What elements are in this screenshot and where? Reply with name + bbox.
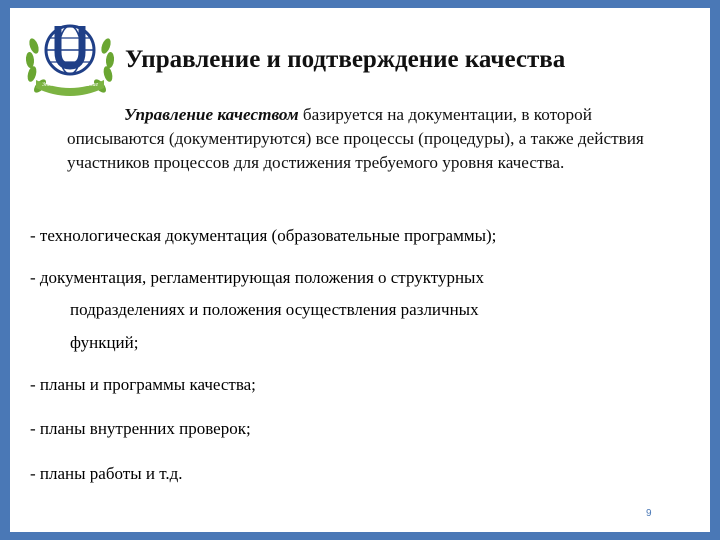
intro-paragraph [67, 103, 692, 175]
bullet-item: - планы и программы качества; [30, 375, 256, 394]
intro-emphasis: Управление качеством [124, 105, 299, 124]
slide-body [67, 103, 692, 175]
logo-ribbon-left: Знания [42, 82, 60, 88]
slide [10, 8, 710, 532]
bullet-item: - технологическая документация (образовательные программы); [30, 226, 497, 245]
bullet-item: - планы внутренних проверок; [30, 419, 251, 438]
page-number: 9 [646, 508, 652, 519]
intro-text: базируется на документации, в которой описываются (документируются) все процессы (процедуры), а также действия участников процессов для достижения требуемого уровня качества. [67, 105, 644, 172]
bullet-continuation: функций; [70, 333, 139, 352]
logo-ribbon-right: Познание [74, 82, 99, 88]
bullet-item: - документация, регламентирующая положения о структурных [30, 268, 484, 287]
bullet-item: - планы работы и т.д. [30, 464, 183, 483]
university-logo-icon [20, 16, 120, 102]
university-logo [20, 16, 120, 102]
slide-title: Управление и подтверждение качества [125, 46, 566, 73]
bullet-continuation: подразделениях и положения осуществления различных [70, 300, 479, 319]
